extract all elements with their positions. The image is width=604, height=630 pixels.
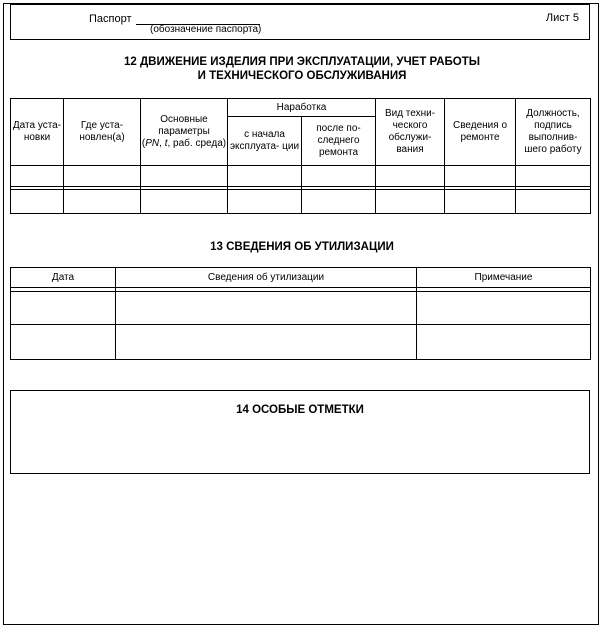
sheet-number: Лист 5 [545,12,579,24]
table-cell[interactable] [228,190,302,214]
col-main-params: Основные параметры (PN, t, раб. среда) [141,99,228,166]
section-13-title-text: 13 СВЕДЕНИЯ ОБ УТИЛИЗАЦИИ [210,241,394,253]
col-disposal-info: Сведения об утилизации [116,268,417,288]
section-12-title-line1: 12 ДВИЖЕНИЕ ИЗДЕЛИЯ ПРИ ЭКСПЛУАТАЦИИ, УЧЕТ РАБОТЫ [124,56,480,68]
table-cell[interactable] [228,166,302,187]
table-row [11,190,591,214]
disposal-table [10,267,591,360]
col-repair-info: Сведения о ремонте [445,99,516,166]
col-install-date: Дата уста- новки [11,99,64,166]
table-cell[interactable] [417,325,591,360]
params-label: Основные параметры [158,114,210,137]
params-media: , раб. среда) [167,138,227,149]
table-cell[interactable] [64,166,141,187]
col-maintenance-type: Вид техни- ческого обслужи- вания [376,99,445,166]
table-cell[interactable] [141,166,228,187]
operation-log-table [10,98,591,214]
col-since-start: с начала эксплуата- ции [228,117,302,166]
section-12-title [0,55,604,83]
special-remarks-box[interactable] [10,390,590,474]
table-cell[interactable] [302,190,376,214]
params-sep: , [159,138,165,149]
table-cell[interactable] [11,325,116,360]
table-cell[interactable] [376,166,445,187]
table-cell[interactable] [116,325,417,360]
table-cell[interactable] [417,292,591,325]
table-row [11,292,591,325]
col-operating-time: Наработка [228,99,376,117]
table-cell[interactable] [445,190,516,214]
table-cell[interactable] [11,166,64,187]
table-cell[interactable] [11,190,64,214]
section-14-title: 14 ОСОБЫЕ ОТМЕТКИ [236,404,364,416]
table-row [11,325,591,360]
col-install-location: Где уста- новлен(а) [64,99,141,166]
passport-sublabel: (обозначение паспорта) [150,24,262,35]
params-pn: PN [145,138,160,149]
table-cell[interactable] [516,190,591,214]
col-since-repair: после по- следнего ремонта [302,117,376,166]
col-disposal-note: Примечание [417,268,591,288]
section-12-title-line2: И ТЕХНИЧЕСКОГО ОБСЛУЖИВАНИЯ [197,70,407,82]
table-cell[interactable] [302,166,376,187]
passport-label: Паспорт [89,13,132,25]
table-cell[interactable] [11,292,116,325]
col-disposal-date: Дата [11,268,116,288]
table-cell[interactable] [445,166,516,187]
table-cell[interactable] [516,166,591,187]
table-cell[interactable] [64,190,141,214]
table-cell[interactable] [116,292,417,325]
table-cell[interactable] [376,190,445,214]
col-position-signature: Должность, подпись выполнив- шего работу [516,99,591,166]
params-t: t [164,138,168,149]
table-cell[interactable] [141,190,228,214]
table-row [11,166,591,187]
header [10,4,590,40]
section-13-title [0,240,604,254]
